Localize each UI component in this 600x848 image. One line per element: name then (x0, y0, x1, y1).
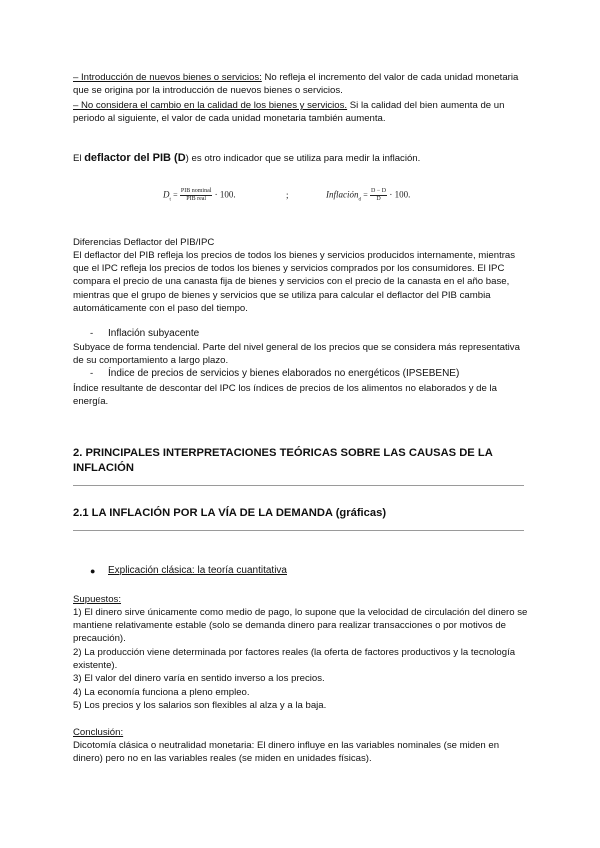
intro-item2-heading: – No considera el cambio en la calidad de los bienes y servicios. (73, 100, 348, 111)
formula-left-fraction (180, 188, 213, 203)
ipsebene-title: Índice de precios de servicios y bienes elaborados no energéticos (IPSEBENE) (108, 368, 460, 379)
deflactor-intro (73, 152, 528, 165)
formula-separator: ; (286, 190, 289, 200)
clasica-bullet: ● (90, 566, 96, 576)
subyacente-body: Subyace de forma tendencial. Parte del nivel general de los precios que se considera más representativa de su comportamiento a largo plazo. (73, 342, 520, 367)
section2-divider (73, 485, 524, 486)
intro-item2-text: Si la calidad del bien aumenta de un periodo al siguiente, el valor de cada unidad monetaria también aumenta. (73, 100, 505, 125)
formula-left-sub: t (169, 197, 171, 203)
subyacente-dash: - (90, 328, 94, 339)
supuesto-item-4: 4) La economía funciona a pleno empleo. (73, 687, 250, 698)
deflactor-bold: deflactor del PIB (D (84, 152, 186, 164)
supuesto-item-1: 1) El dinero sirve únicamente como medio de pago, lo supone que la velocidad de circulación del dinero se mantiene relativamente estable (solo se demanda dinero para realizar transacciones o por motivos de precaución). (73, 607, 528, 645)
supuesto-item-3: 3) El valor del dinero varía en sentido inverso a los precios. (73, 673, 325, 684)
clasica-title: Explicación clásica: la teoría cuantitativa (108, 565, 287, 576)
conclusion-heading: Conclusión: (73, 727, 124, 738)
supuesto-item-2: 2) La producción viene determinada por factores reales (la oferta de factores productivos y la tecnología existente). (73, 647, 516, 672)
intro-item-nuevos-bienes (73, 71, 528, 97)
intro-item1-heading: – Introducción de nuevos bienes o servicios: (73, 72, 262, 83)
intro-item1-text: No refleja el incremento del valor de cada unidad monetaria que se origina por la introducción de nuevos bienes o servicios. (73, 72, 519, 97)
supuestos-heading: Supuestos: (73, 594, 122, 605)
ipsebene-dash: - (90, 368, 94, 379)
subyacente-title: Inflación subyacente (108, 328, 200, 339)
formula-right-den: D (376, 196, 381, 202)
conclusion-body: Dicotomía clásica o neutralidad monetaria: El dinero influye en las variables nominales (se miden en dinero) pero no en las variables reales (se miden en unidades físicas). (73, 740, 500, 765)
formula-left-den: PIB real (186, 196, 207, 202)
formula-right-tail: · 100. (389, 189, 411, 200)
formula-inflacion: Inflación$_d$ = $\frac{D - D}{D}$ · 100. (326, 188, 411, 203)
deflactor-suffix: ) es otro indicador que se utiliza para medir la inflación. (185, 153, 421, 164)
formula-right-sub: d (358, 197, 361, 203)
ipsebene-body: Índice resultante de descontar del IPC los índices de precios de los alimentos no elaborados y de la energía. (73, 383, 497, 408)
formula-deflactor: $D_t$ = $\frac{\text{PIB nominal}}{\text{PIB real}}$ · 100. (163, 188, 236, 203)
formula-left-num: PIB nominal (180, 188, 212, 194)
deflactor-prefix: El (73, 153, 85, 164)
diferencias-title: Diferencias Deflactor del PIB/IPC (73, 237, 215, 248)
supuesto-item-5: 5) Los precios y los salarios son flexibles al alza y a la baja. (73, 700, 327, 711)
section21-divider (73, 530, 524, 531)
intro-item-calidad (73, 99, 528, 125)
diferencias-body: El deflactor del PIB refleja los precios de todos los bienes y servicios producidos internamente, mientras que el IPC refleja los precios de todos los bienes y servicios comprados por los consumidores. El IPC compara el precio de una canasta fija de bienes y servicios con el precio de la canasta en el año base, mientras que el grupo de bienes y servicios que se utiliza para calcular el deflactor del PIB cambia automáticamente con el paso del tiempo. (73, 250, 516, 314)
formula-left-var: D (163, 189, 170, 200)
section21-heading: 2.1 LA INFLACIÓN POR LA VÍA DE LA DEMANDA (gráficas) (73, 507, 387, 519)
formula-right-var: Inflación (326, 189, 359, 200)
section2-heading: 2. PRINCIPALES INTERPRETACIONES TEÓRICAS SOBRE LAS CAUSAS DE LA INFLACIÓN (73, 447, 493, 474)
formula-right-fraction (370, 188, 387, 203)
formula-right-num: D − D (371, 188, 387, 194)
formula-left-tail: · 100. (214, 189, 236, 200)
